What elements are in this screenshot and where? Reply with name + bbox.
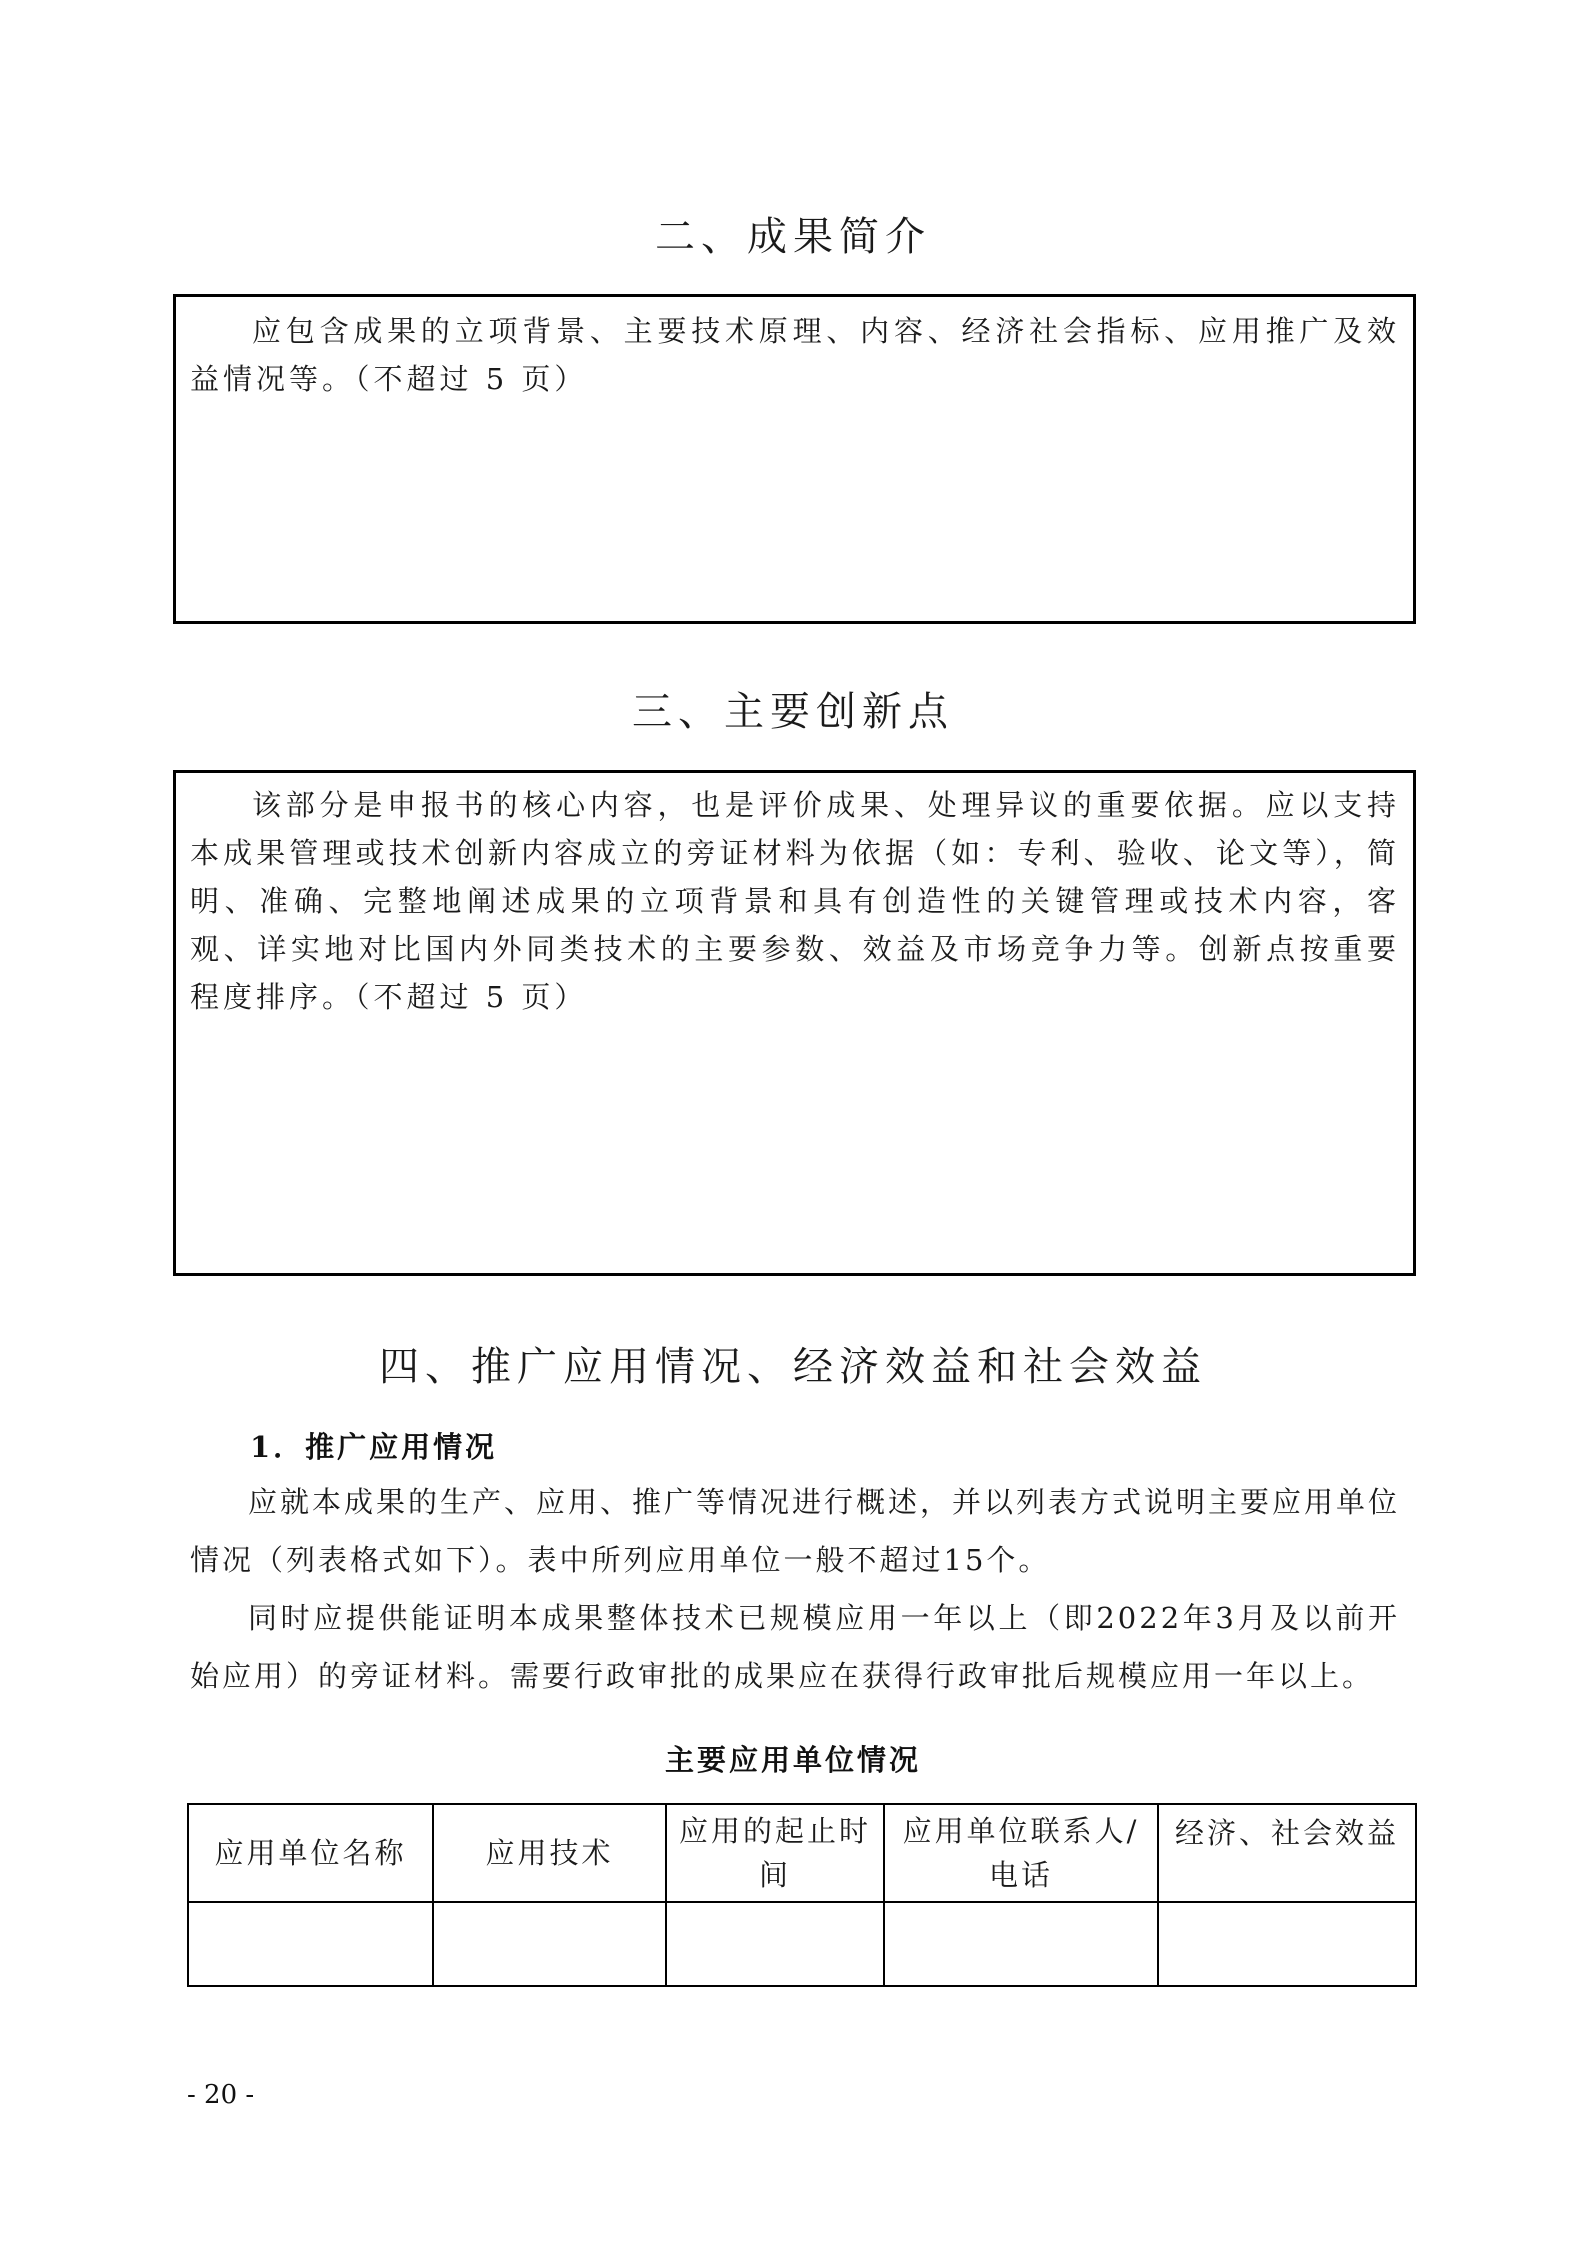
cell-technology[interactable] bbox=[433, 1902, 666, 1986]
cell-benefits[interactable] bbox=[1158, 1902, 1416, 1986]
section-3-box[interactable] bbox=[173, 770, 1416, 1276]
section-2-heading: 二、成果简介 bbox=[655, 214, 931, 260]
cell-unit-name[interactable] bbox=[188, 1902, 433, 1986]
header-benefits: 经济、社会效益 bbox=[1158, 1804, 1416, 1902]
cell-contact[interactable] bbox=[884, 1902, 1158, 1986]
header-contact: 应用单位联系人/电话 bbox=[884, 1804, 1158, 1902]
page-number: - 20 - bbox=[187, 2080, 255, 2110]
header-period: 应用的起止时间 bbox=[666, 1804, 884, 1902]
paragraph-promotion-1: 应就本成果的生产、应用、推广等情况进行概述，并以列表方式说明主要应用单位情况（列表格式如下）。表中所列应用单位一般不超过15个。 bbox=[190, 1485, 1401, 1577]
header-unit-name: 应用单位名称 bbox=[188, 1804, 433, 1902]
header-technology: 应用技术 bbox=[433, 1804, 666, 1902]
section-2-instructions: 应包含成果的立项背景、主要技术原理、内容、经济社会指标、应用推广及效益情况等。（不超过 5 页） bbox=[190, 314, 1400, 396]
section-3-instructions: 该部分是申报书的核心内容，也是评价成果、处理异议的重要依据。应以支持本成果管理或技术创新内容成立的旁证材料为依据（如：专利、验收、论文等），简明、准确、完整地阐述成果的立项背景和具有创造性的关键管理或技术内容，客观、详实地对比国内外同类技术的主要参数、效益及市场竞争力等。创新点按重要程度排序。（不超过 5 页） bbox=[190, 788, 1400, 1014]
section-3-heading: 三、主要创新点 bbox=[632, 689, 954, 735]
subheading-promotion: 1．推广应用情况 bbox=[250, 1430, 498, 1464]
application-units-table bbox=[187, 1803, 1417, 1987]
section-2-box[interactable] bbox=[173, 294, 1416, 624]
table-header-row bbox=[188, 1804, 1416, 1902]
cell-period[interactable] bbox=[666, 1902, 884, 1986]
table-caption: 主要应用单位情况 bbox=[664, 1743, 921, 1777]
paragraph-promotion-2: 同时应提供能证明本成果整体技术已规模应用一年以上（即2022年3月及以前开始应用）的旁证材料。需要行政审批的成果应在获得行政审批后规模应用一年以上。 bbox=[190, 1601, 1400, 1693]
table-row bbox=[188, 1902, 1416, 1986]
section-4-heading: 四、推广应用情况、经济效益和社会效益 bbox=[379, 1344, 1207, 1390]
